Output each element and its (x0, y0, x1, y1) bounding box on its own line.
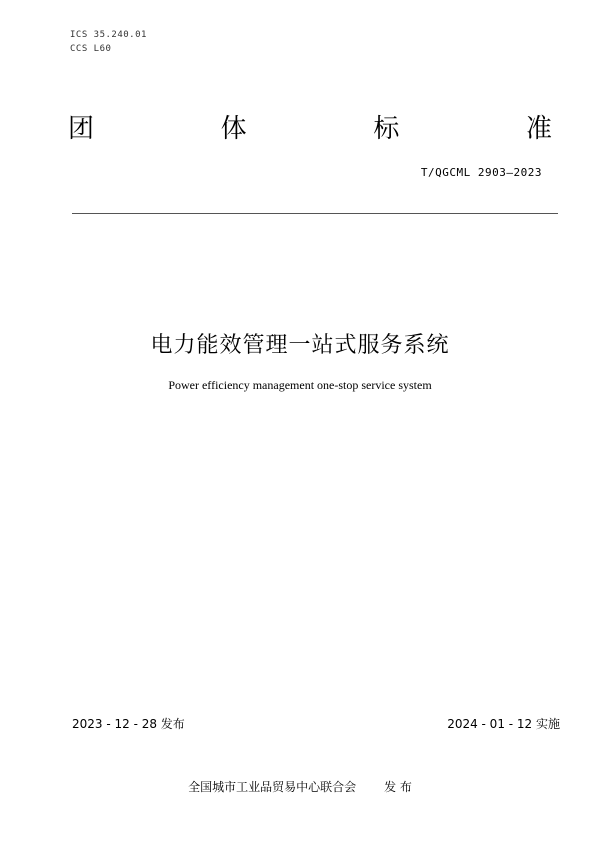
issue-date: 2023 - 12 - 28 发布 (72, 717, 185, 731)
standard-type-char: 体 (220, 114, 247, 144)
standard-type-char: 准 (525, 114, 552, 144)
publisher-name: 全国城市工业品贸易中心联合会 (188, 780, 357, 794)
header-divider (72, 213, 558, 214)
publisher-line (0, 778, 600, 795)
title-english: Power efficiency management one-stop service system (168, 378, 432, 392)
standard-code: T/QGCML 2903—2023 (420, 166, 542, 179)
standard-type-char: 标 (373, 114, 400, 144)
ccs-code: CCS L60 (70, 44, 112, 54)
ics-code: ICS 35.240.01 (70, 30, 147, 40)
standard-type-char: 团 (68, 114, 95, 144)
title-chinese: 电力能效管理一站式服务系统 (150, 333, 450, 358)
publisher-action: 发 布 (384, 780, 412, 794)
standard-type-heading (68, 112, 552, 146)
implementation-date: 2024 - 01 - 12 实施 (447, 717, 560, 731)
